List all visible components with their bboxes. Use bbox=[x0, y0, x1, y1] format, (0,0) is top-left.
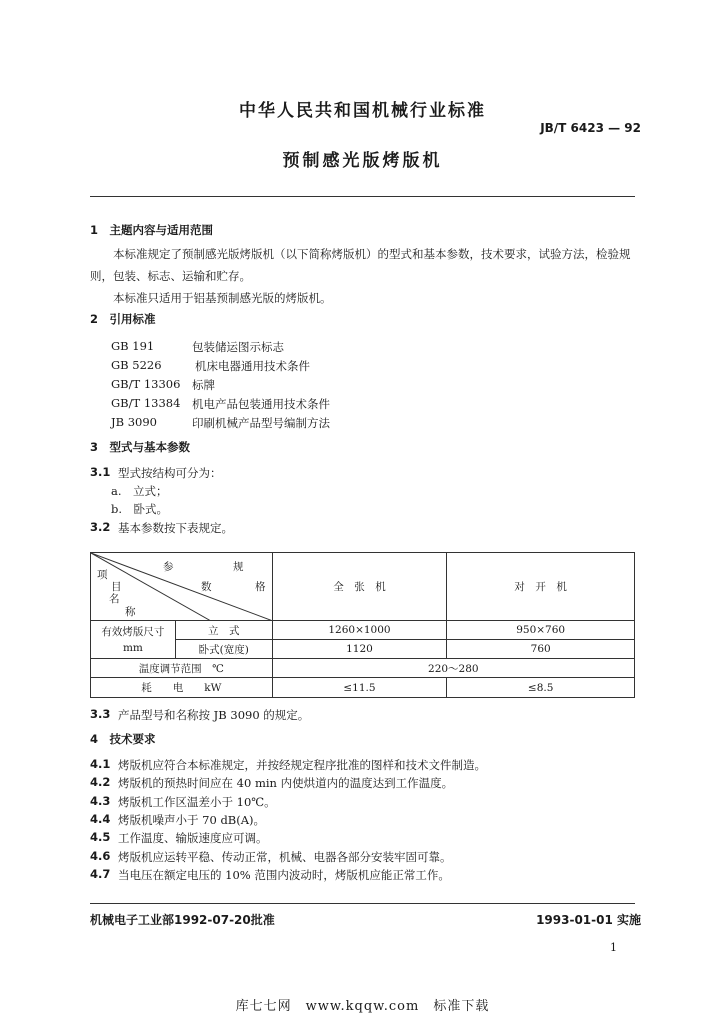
clause-text: 型式按结构可分为： bbox=[118, 466, 222, 480]
clause-number: 4.7 bbox=[90, 867, 111, 881]
clause-text: 基本参数按下表规定。 bbox=[118, 521, 233, 535]
approval-line: 机械电子工业部1992-07-20批准 bbox=[90, 913, 275, 927]
table-cell: 1120 bbox=[272, 640, 447, 659]
diagonal-label: 数 bbox=[201, 581, 212, 593]
list-item-b: b. 卧式。 bbox=[111, 502, 169, 516]
list-item-a: a. 立式； bbox=[111, 484, 168, 498]
clause-text: 产品型号和名称按 JB 3090 的规定。 bbox=[118, 708, 310, 722]
table-cell: 950×760 bbox=[447, 621, 635, 640]
page-number: 1 bbox=[610, 941, 617, 954]
header-divider bbox=[90, 196, 635, 197]
clause-text: 烤版机应运转平稳、传动正常，机械、电器各部分安装牢固可靠。 bbox=[118, 850, 452, 864]
clause-text: 烤版机的预热时间应在 40 min 内使烘道内的温度达到工作温度。 bbox=[118, 776, 454, 790]
row-label-unit: mm bbox=[122, 641, 143, 654]
diagonal-label: 规 bbox=[233, 561, 244, 573]
table-header-row bbox=[91, 553, 635, 621]
table-row bbox=[91, 659, 635, 678]
reference-code: GB/T 13306 bbox=[111, 377, 181, 391]
reference-title: 机床电器通用技术条件 bbox=[195, 359, 310, 373]
table-row bbox=[91, 678, 635, 698]
row-sublabel-vertical: 立 式 bbox=[175, 621, 272, 640]
section-2-heading: 2 引用标准 bbox=[90, 312, 156, 326]
document-title: 预制感光版烤版机 bbox=[282, 151, 443, 171]
section-3-heading: 3 型式与基本参数 bbox=[90, 440, 191, 454]
section-1-heading: 1 主题内容与适用范围 bbox=[90, 223, 214, 237]
clause-text: 当电压在额定电压的 10% 范围内波动时，烤版机应能正常工作。 bbox=[118, 868, 450, 882]
section-4-heading: 4 技术要求 bbox=[90, 732, 156, 746]
reference-title: 包装储运图示标志 bbox=[192, 340, 284, 354]
standard-code: JB/T 6423 — 92 bbox=[540, 121, 641, 135]
clause-number: 4.1 bbox=[90, 757, 111, 771]
row-sublabel-horizontal: 卧式(宽度) bbox=[175, 640, 272, 659]
column-header-half-sheet: 对 开 机 bbox=[447, 553, 635, 621]
diagonal-label: 称 bbox=[125, 606, 136, 618]
reference-title: 印刷机械产品型号编制方法 bbox=[192, 416, 330, 430]
reference-title: 机电产品包装通用技术条件 bbox=[192, 397, 330, 411]
column-header-full-sheet: 全 张 机 bbox=[272, 553, 447, 621]
diagonal-header-cell bbox=[91, 553, 273, 621]
download-watermark: 库七七网 www.kqqw.com 标准下载 bbox=[235, 999, 490, 1014]
reference-code: GB 191 bbox=[111, 339, 155, 353]
reference-title: 标牌 bbox=[192, 378, 215, 392]
clause-number: 4.3 bbox=[90, 794, 111, 808]
reference-code: GB/T 13384 bbox=[111, 396, 181, 410]
clause-number: 4.4 bbox=[90, 812, 111, 826]
footer-divider bbox=[90, 903, 635, 904]
clause-text: 烤版机工作区温差小于 10℃。 bbox=[118, 795, 276, 809]
clause-number: 4.5 bbox=[90, 830, 111, 844]
diagonal-label: 目 bbox=[111, 581, 122, 593]
clause-number: 3.2 bbox=[90, 520, 111, 534]
diagonal-label: 参 bbox=[163, 561, 174, 573]
clause-text: 工作温度、输版速度应可调。 bbox=[118, 831, 268, 845]
table-cell: ≤11.5 bbox=[272, 678, 447, 698]
section-1-paragraph-1: 本标准规定了预制感光版烤版机（以下简称烤版机）的型式和基本参数，技术要求，试验方法，检验规则，包装、标志、运输和贮存。 bbox=[90, 247, 631, 283]
clause-number: 4.2 bbox=[90, 775, 111, 789]
table-cell: 220～280 bbox=[272, 659, 634, 678]
section-1-paragraph-2: 本标准只适用于铝基预制感光版的烤版机。 bbox=[113, 291, 332, 305]
table-row bbox=[91, 621, 635, 640]
clause-text: 烤版机噪声小于 70 dB(A)。 bbox=[118, 813, 266, 827]
row-label-text: 有效烤版尺寸 bbox=[101, 625, 165, 638]
clause-number: 3.3 bbox=[90, 707, 111, 721]
reference-code: JB 3090 bbox=[111, 415, 157, 429]
issuing-body-title: 中华人民共和国机械行业标准 bbox=[239, 101, 486, 121]
table-cell: 1260×1000 bbox=[272, 621, 447, 640]
diagonal-label: 项 bbox=[97, 569, 108, 581]
reference-code: GB 5226 bbox=[111, 358, 162, 372]
effective-date: 1993-01-01 实施 bbox=[536, 913, 641, 927]
clause-text: 烤版机应符合本标准规定，并按经规定程序批准的图样和技术文件制造。 bbox=[118, 758, 486, 772]
table-cell: ≤8.5 bbox=[447, 678, 635, 698]
diagonal-label: 名 bbox=[109, 593, 120, 605]
clause-number: 4.6 bbox=[90, 849, 111, 863]
basic-parameters-table bbox=[90, 552, 635, 698]
row-label-power: 耗 电 kW bbox=[91, 678, 273, 698]
row-label-baking-size bbox=[91, 621, 176, 659]
table-cell: 760 bbox=[447, 640, 635, 659]
clause-number: 3.1 bbox=[90, 465, 111, 479]
row-label-temperature: 温度调节范围 ℃ bbox=[91, 659, 273, 678]
diagonal-label: 格 bbox=[255, 581, 266, 593]
